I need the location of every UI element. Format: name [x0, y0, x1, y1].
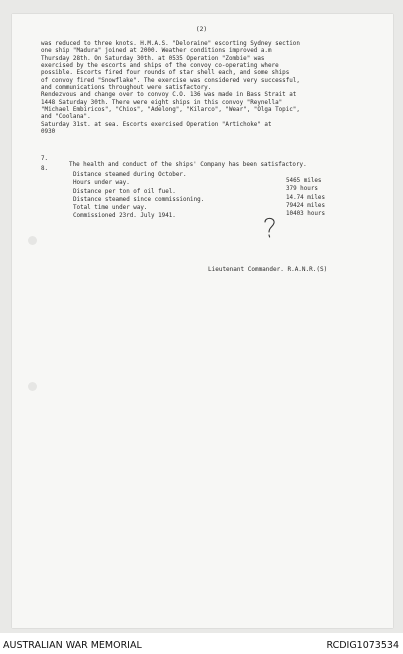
item-7-number: 7.	[41, 156, 49, 162]
statistic-label: Hours under way.	[73, 180, 130, 187]
archive-name: AUSTRALIAN WAR MEMORIAL	[3, 640, 142, 651]
punch-hole	[28, 236, 37, 245]
narrative-line: was reduced to three knots. H.M.A.S. "Deloraine" escorting Sydney section	[41, 41, 300, 47]
statistic-value: 79424 miles	[286, 202, 326, 209]
statistic-value: 14.74 miles	[286, 194, 326, 201]
signature-line: Lieutenant Commander. R.A.N.R.(S)	[208, 266, 328, 273]
narrative-line: 0930	[41, 129, 56, 136]
narrative-line: and communications throughout were satisfactory.	[41, 85, 212, 92]
statistic-value: 10403 hours	[286, 211, 326, 218]
statistics-list	[73, 166, 326, 220]
statistic-value: 5465 miles	[286, 178, 322, 184]
item-8-number: 8.	[41, 166, 49, 172]
page-number: (2)	[195, 26, 208, 33]
narrative-line: "Michael Embiricos", "Chios", "Adelong", "Kilarco", "Wear", "Olga Topic",	[41, 107, 300, 114]
statistic-label: Commissioned 23rd. July 1941.	[73, 213, 176, 220]
statistic-label: Distance per ton of oil fuel.	[73, 188, 176, 195]
narrative-line: possible. Escorts fired four rounds of star shell each, and some ships	[41, 70, 290, 77]
statistic-value: 379 hours	[286, 186, 318, 193]
punch-hole	[28, 382, 37, 391]
handwritten-mark	[262, 216, 278, 240]
narrative-paragraph	[41, 41, 381, 136]
narrative-line: Saturday 31st. at sea. Escorts exercised Operation "Artichoke" at	[41, 121, 272, 128]
narrative-line: Rendezvous and change over to convoy C.O. 136 was made in Bass Strait at	[41, 92, 297, 99]
narrative-line: of convoy fired "Snowflake". The exercise was considered very successful,	[41, 77, 300, 84]
statistic-label: Total time under way.	[73, 205, 148, 212]
item-7-text: The health and conduct of the ships' Company has been satisfactory.	[69, 162, 307, 168]
record-id: RCDIG1073534	[326, 640, 399, 651]
narrative-line: 1448 Saturday 30th. There were eight ships in this convoy "Reynella"	[41, 99, 283, 106]
narrative-line: and "Coolana".	[41, 114, 91, 121]
statistic-label: Distance steamed during October.	[73, 172, 187, 178]
statistic-label: Distance steamed since commissioning.	[73, 196, 205, 203]
narrative-line: one ship "Madura" joined at 2000. Weather conditions improved a.m	[41, 48, 272, 55]
narrative-line: exercised by the escorts and ships of the convoy co-operating where	[41, 63, 279, 70]
archive-footer	[0, 633, 403, 654]
narrative-line: Thursday 28th. On Saturday 30th. at 0535 Operation "Zombie" was	[41, 55, 265, 62]
